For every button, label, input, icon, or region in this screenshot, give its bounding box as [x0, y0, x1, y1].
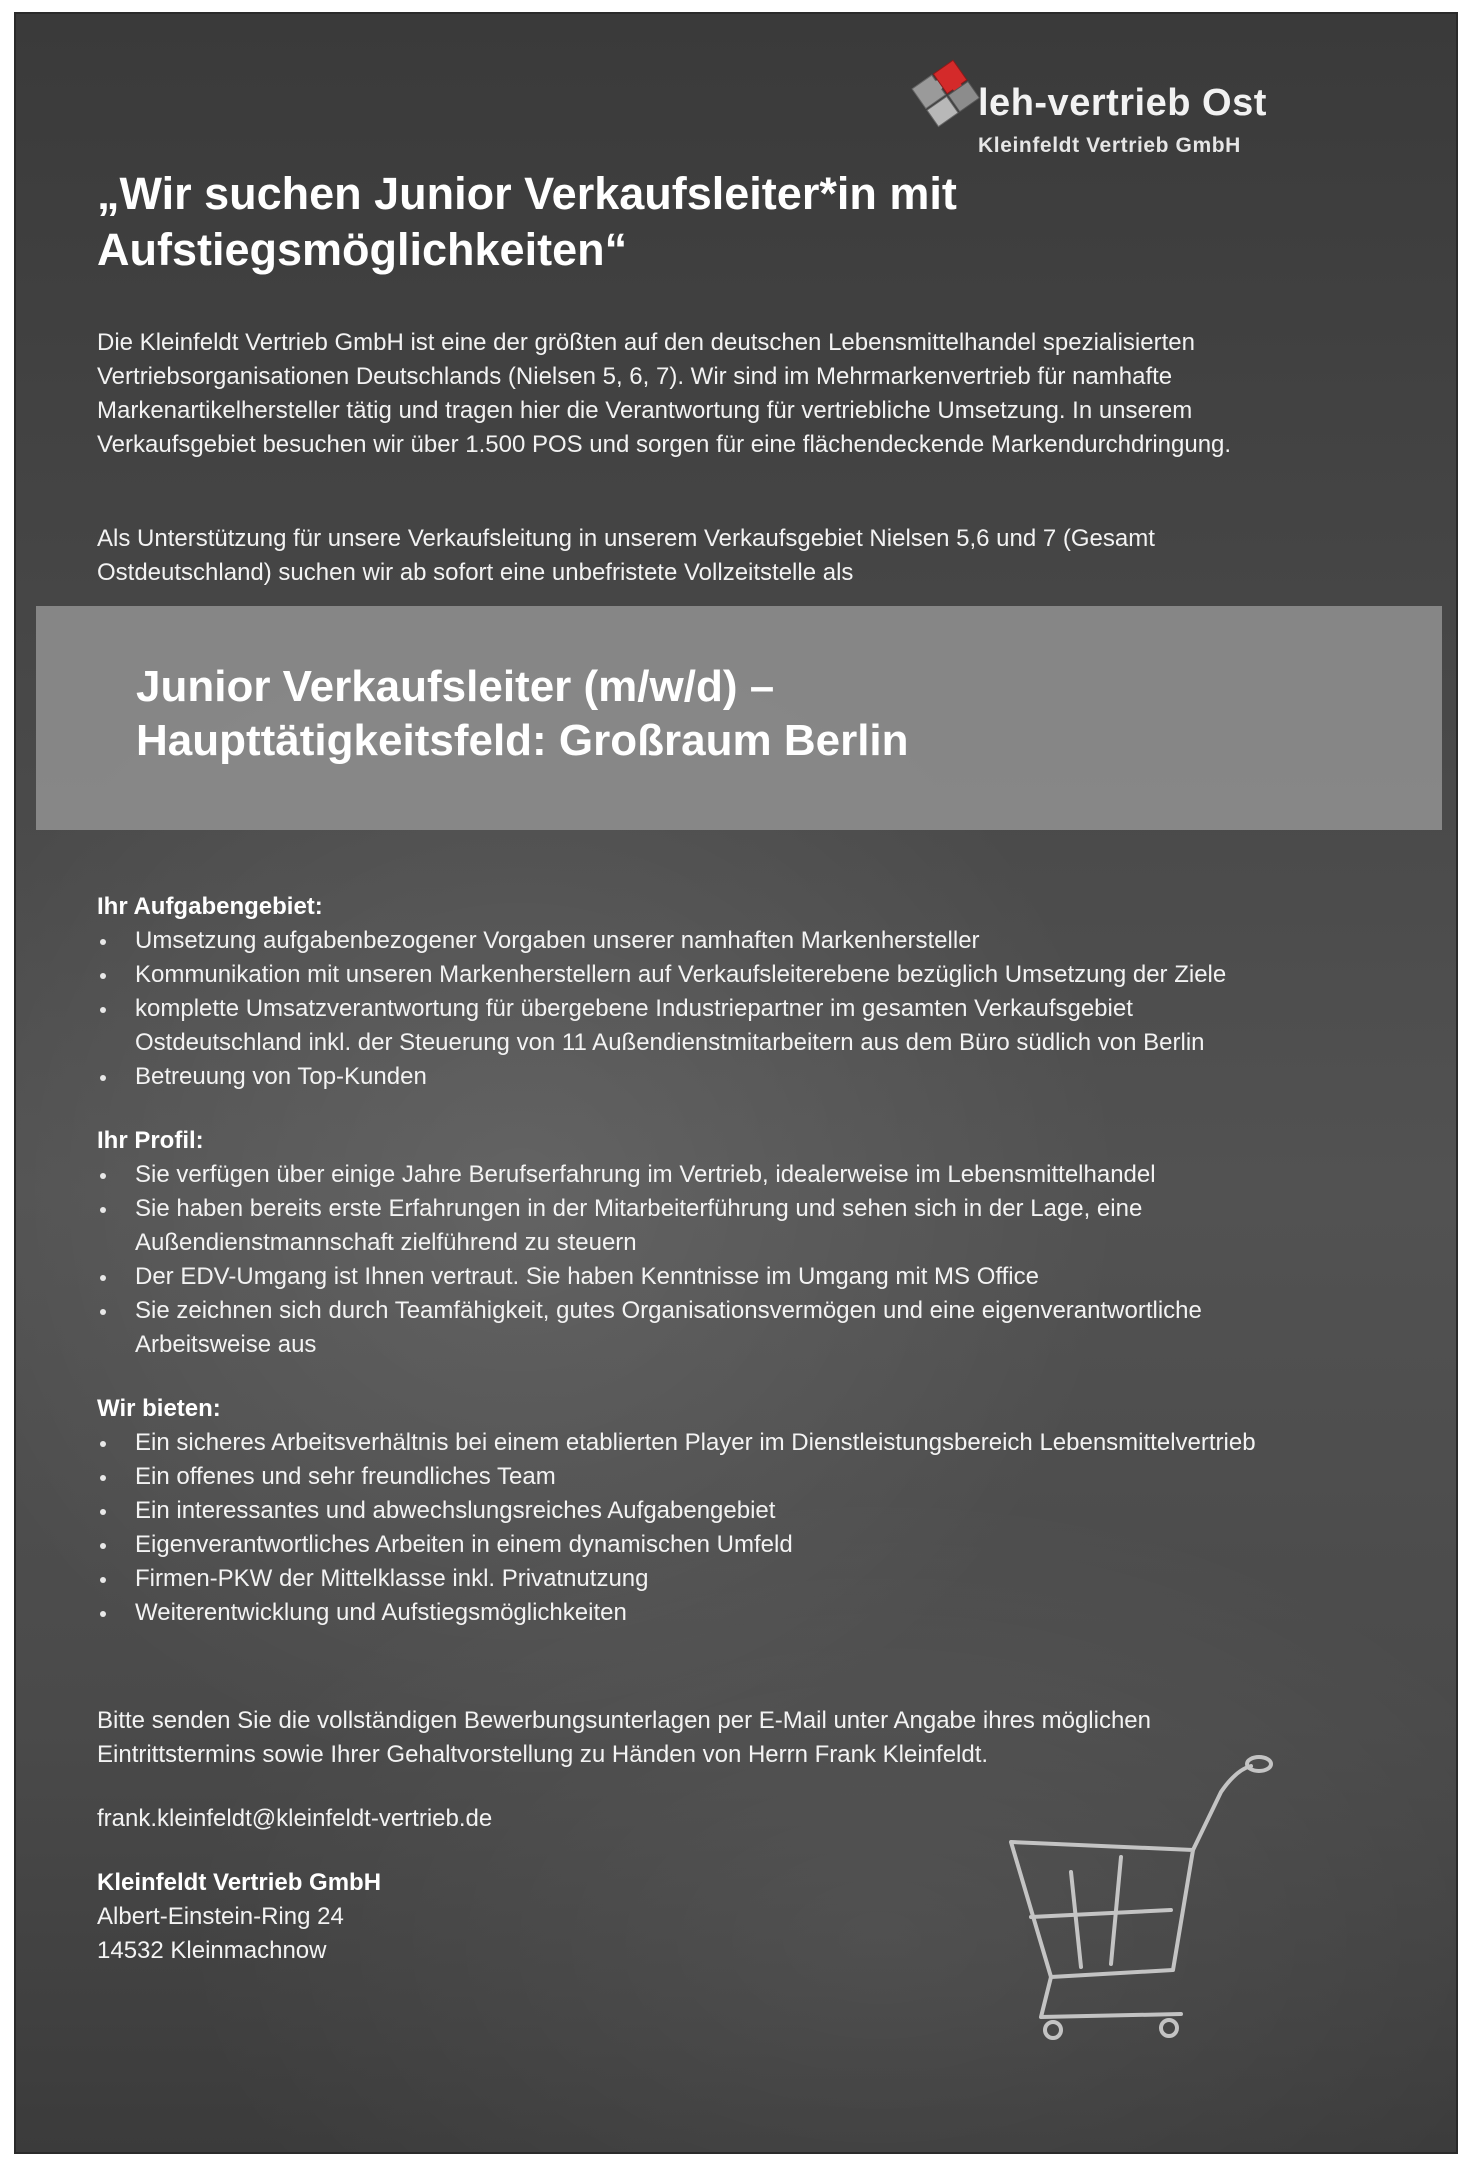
- title-line-2: Aufstiegsmöglichkeiten“: [97, 224, 628, 275]
- list-item-text: Ostdeutschland inkl. der Steuerung von 11 Außendienstmitarbeitern aus dem Büro südlich von Berlin: [135, 1029, 1205, 1056]
- list-item-text: komplette Umsatzverantwortung für übergebene Industriepartner im gesamten Verkaufsgebiet: [135, 995, 1133, 1022]
- intro-line: Vertriebsorganisationen Deutschlands (Nielsen 5, 6, 7). Wir sind im Mehrmarkenvertrieb für namhafte: [97, 363, 1173, 390]
- position-banner: [36, 606, 1442, 830]
- list-item-text: Der EDV-Umgang ist Ihnen vertraut. Sie haben Kenntnisse im Umgang mit MS Office: [135, 1263, 1039, 1290]
- contact-email[interactable]: frank.kleinfeldt@kleinfeldt-vertrieb.de: [97, 1805, 493, 1832]
- list-item-text: Weiterentwicklung und Aufstiegsmöglichkeiten: [135, 1599, 627, 1626]
- list-item: [97, 992, 1417, 1060]
- list-item-text: Sie zeichnen sich durch Teamfähigkeit, gutes Organisationsvermögen und eine eigenverantwortliche: [135, 1297, 1202, 1324]
- list-item-text: Firmen-PKW der Mittelklasse inkl. Privatnutzung: [135, 1565, 649, 1592]
- list-item-text: Ein offenes und sehr freundliches Team: [135, 1463, 556, 1490]
- position-line-2: Haupttätigkeitsfeld: Großraum Berlin: [136, 716, 909, 765]
- logo-subtitle: Kleinfeldt Vertrieb GmbH: [978, 134, 1241, 157]
- section-heading: Ihr Aufgabengebiet:: [97, 893, 323, 920]
- intro-line: Verkaufsgebiet besuchen wir über 1.500 POS und sorgen für eine flächendeckende Markendurchdringung.: [97, 431, 1232, 458]
- list-item: [97, 1562, 1417, 1596]
- bullet-list: [97, 924, 1417, 1094]
- support-line: Ostdeutschland) suchen wir ab sofort eine unbefristete Vollzeitstelle als: [97, 559, 854, 586]
- list-item: [97, 1158, 1417, 1192]
- list-item: [97, 1528, 1417, 1562]
- address-city: 14532 Kleinmachnow: [97, 1937, 327, 1964]
- support-paragraph: [97, 522, 1397, 590]
- list-item-text: Ein interessantes und abwechslungsreiches Aufgabengebiet: [135, 1497, 776, 1524]
- list-item: [97, 924, 1417, 958]
- bullet-list: [97, 1426, 1417, 1630]
- list-item-text: Sie haben bereits erste Erfahrungen in der Mitarbeiterführung und sehen sich in der Lage, eine: [135, 1195, 1143, 1222]
- title-line-1: „Wir suchen Junior Verkaufsleiter*in mit: [97, 168, 957, 219]
- puzzle-logo-icon: [906, 52, 986, 132]
- list-item-text: Außendienstmannschaft zielführend zu steuern: [135, 1229, 637, 1256]
- section-heading: Wir bieten:: [97, 1395, 221, 1422]
- closing-line: Bitte senden Sie die vollständigen Bewerbungsunterlagen per E-Mail unter Angabe ihres möglichen: [97, 1707, 1151, 1734]
- list-item-text: Kommunikation mit unseren Markenherstellern auf Verkaufsleiterebene bezüglich Umsetzung der Ziele: [135, 961, 1227, 988]
- section-profil: [97, 1124, 1417, 1362]
- position-line-1: Junior Verkaufsleiter (m/w/d) –: [136, 662, 775, 711]
- list-item: [97, 1596, 1417, 1630]
- section-aufgaben: [97, 890, 1417, 1094]
- list-item: [97, 1260, 1417, 1294]
- list-item-text: Arbeitsweise aus: [135, 1331, 317, 1358]
- section-bieten: [97, 1392, 1417, 1630]
- list-item-text: Ein sicheres Arbeitsverhältnis bei einem etablierten Player im Dienstleistungsbereich Lebensmittelvertrieb: [135, 1429, 1256, 1456]
- list-item: [97, 1494, 1417, 1528]
- list-item: [97, 1060, 1417, 1094]
- list-item: [97, 1192, 1417, 1260]
- job-posting: [14, 12, 1458, 2154]
- list-item-text: Sie verfügen über einige Jahre Berufserfahrung im Vertrieb, idealerweise im Lebensmittelhandel: [135, 1161, 1156, 1188]
- intro-line: Die Kleinfeldt Vertrieb GmbH ist eine der größten auf den deutschen Lebensmittelhandel spezialisierten: [97, 329, 1195, 356]
- closing-line: Eintrittstermins sowie Ihrer Gehaltvorstellung zu Händen von Herrn Frank Kleinfeldt.: [97, 1741, 989, 1768]
- list-item: [97, 1426, 1417, 1460]
- intro-line: Markenartikelhersteller tätig und tragen hier die Verantwortung für vertriebliche Umsetzung. In unserem: [97, 397, 1193, 424]
- company-logo: [906, 42, 1286, 162]
- list-item-text: Betreuung von Top-Kunden: [135, 1063, 427, 1090]
- logo-name: leh-vertrieb Ost: [978, 82, 1267, 124]
- shopping-cart-icon: [1001, 1752, 1291, 2052]
- page-title: [97, 166, 1197, 278]
- list-item: [97, 958, 1417, 992]
- bullet-list: [97, 1158, 1417, 1362]
- section-heading: Ihr Profil:: [97, 1127, 204, 1154]
- company-name: Kleinfeldt Vertrieb GmbH: [97, 1869, 382, 1896]
- list-item: [97, 1294, 1417, 1362]
- support-line: Als Unterstützung für unsere Verkaufsleitung in unserem Verkaufsgebiet Nielsen 5,6 und 7 (Gesamt: [97, 525, 1155, 552]
- list-item: [97, 1460, 1417, 1494]
- intro-paragraph: [97, 326, 1397, 462]
- address-street: Albert-Einstein-Ring 24: [97, 1903, 344, 1930]
- list-item-text: Eigenverantwortliches Arbeiten in einem dynamischen Umfeld: [135, 1531, 793, 1558]
- list-item-text: Umsetzung aufgabenbezogener Vorgaben unserer namhaften Markenhersteller: [135, 927, 980, 954]
- position-title: [136, 660, 909, 768]
